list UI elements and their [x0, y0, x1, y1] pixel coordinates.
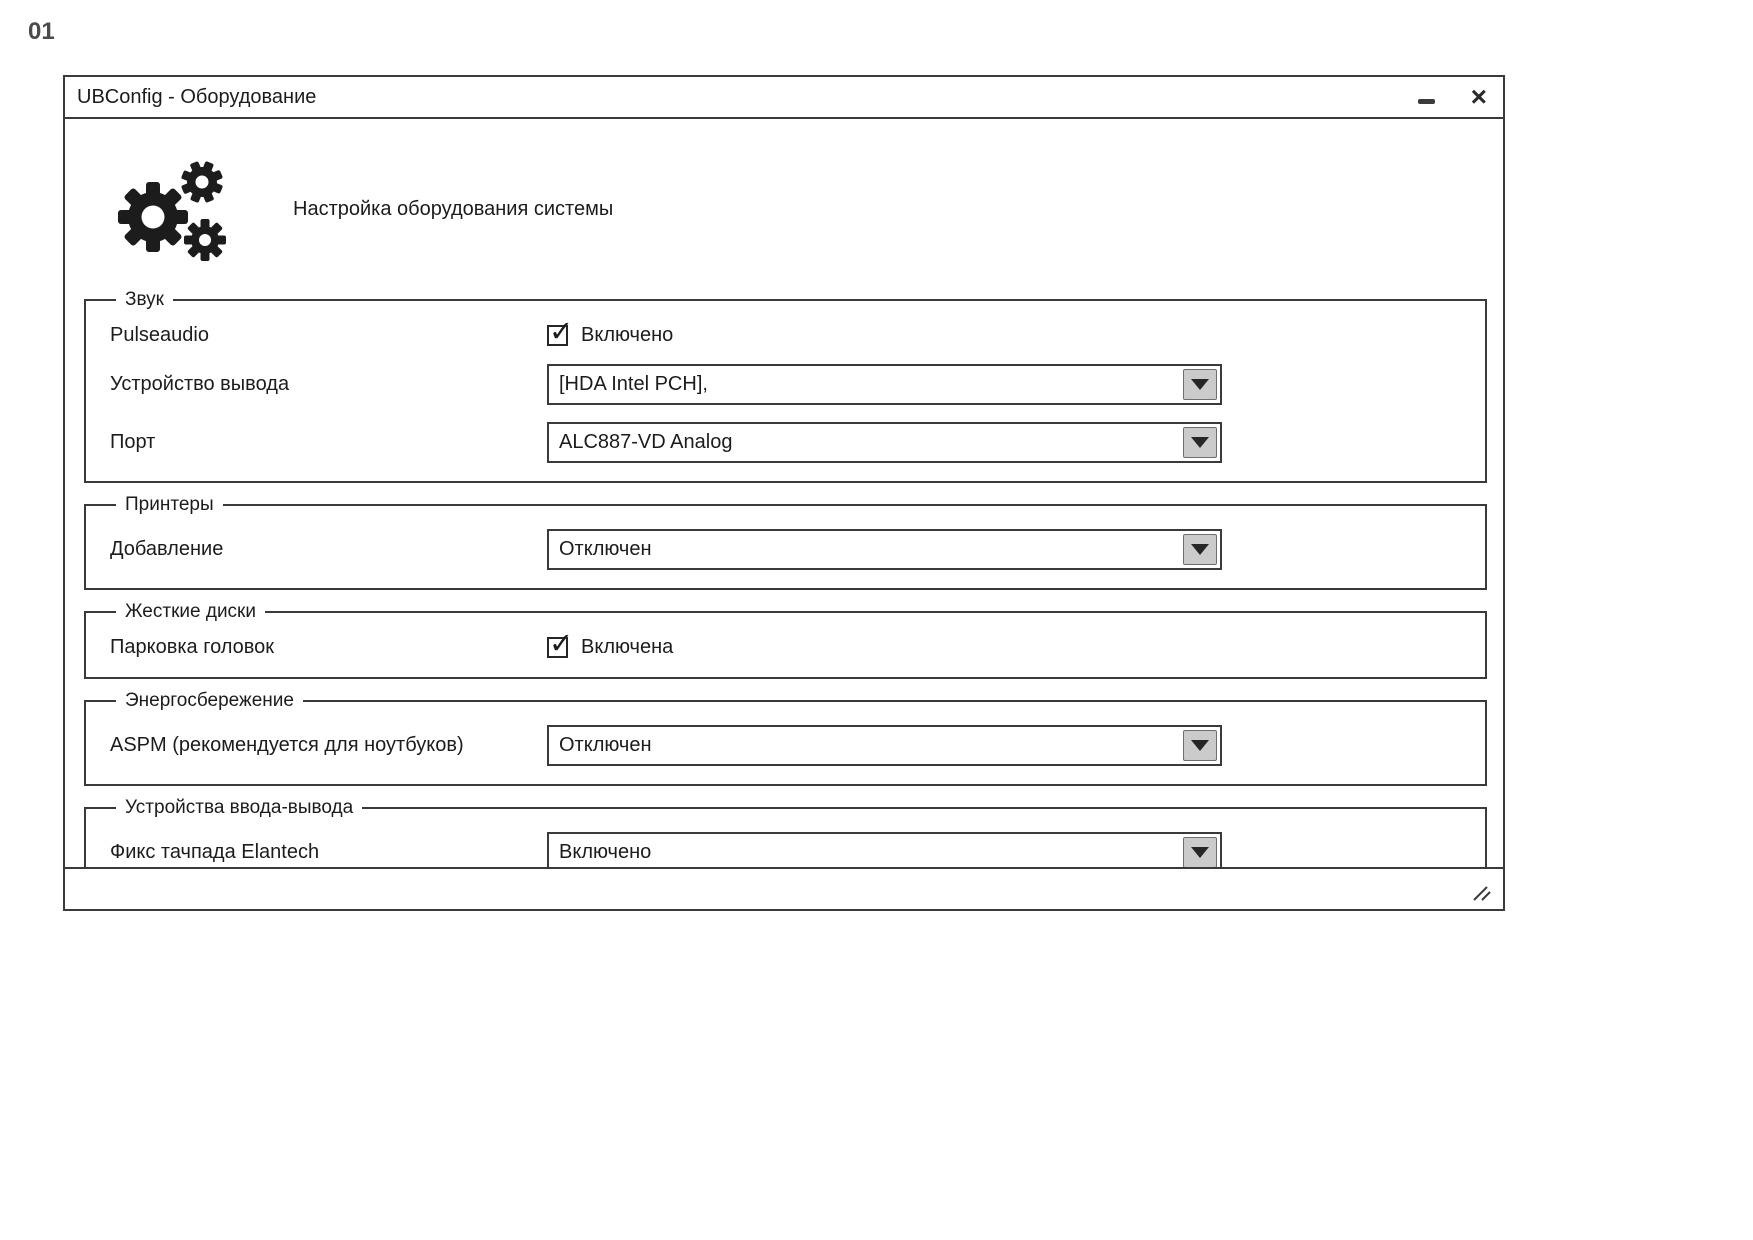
head-parking-row [110, 636, 1461, 659]
aspm-value: Отключен [559, 734, 652, 756]
group-printers-legend: Принтеры [125, 494, 214, 515]
slide-number: 01 [28, 18, 55, 45]
gears-icon [109, 153, 235, 265]
aspm-select[interactable] [547, 725, 1222, 766]
output-device-label: Устройство вывода [110, 373, 290, 395]
app-header [109, 153, 1503, 265]
aspm-row [110, 725, 1461, 766]
printer-adding-row [110, 529, 1461, 570]
resize-grip-icon[interactable] [1471, 884, 1493, 902]
elantech-fix-value: Включено [559, 841, 652, 863]
group-hard-drives [84, 601, 1487, 679]
elantech-fix-dropdown-button[interactable] [1183, 837, 1217, 868]
pulseaudio-row [110, 324, 1461, 347]
caret-down-icon [1191, 544, 1209, 555]
caret-down-icon [1191, 437, 1209, 448]
aspm-dropdown-button[interactable] [1183, 730, 1217, 761]
ubconfig-window [63, 75, 1505, 911]
pulseaudio-checkbox[interactable] [547, 325, 568, 346]
group-io-devices-legend: Устройства ввода-вывода [125, 797, 354, 818]
pulseaudio-label: Pulseaudio [110, 324, 209, 346]
printer-adding-dropdown-button[interactable] [1183, 534, 1217, 565]
status-bar [65, 867, 1503, 909]
port-value: ALC887-VD Analog [559, 431, 733, 453]
title-bar [65, 77, 1503, 119]
caret-down-icon [1191, 740, 1209, 751]
head-parking-checkbox[interactable] [547, 637, 568, 658]
port-label: Порт [110, 431, 156, 453]
elantech-fix-label: Фикс тачпада Elantech [110, 841, 320, 863]
port-select[interactable] [547, 422, 1222, 463]
printer-adding-value: Отключен [559, 538, 652, 560]
caret-down-icon [1191, 847, 1209, 858]
output-device-row [110, 364, 1461, 405]
output-device-select[interactable] [547, 364, 1222, 405]
caret-down-icon [1191, 379, 1209, 390]
minimize-icon[interactable] [1418, 99, 1435, 104]
port-dropdown-button[interactable] [1183, 427, 1217, 458]
head-parking-label: Парковка головок [110, 636, 275, 658]
group-power-saving-legend: Энергосбережение [125, 690, 294, 711]
group-printers [84, 494, 1487, 590]
output-device-value: [HDA Intel PCH], [559, 373, 708, 395]
group-sound [84, 289, 1487, 483]
pulseaudio-state-label: Включено [581, 324, 674, 346]
output-device-dropdown-button[interactable] [1183, 369, 1217, 400]
close-icon[interactable]: × [1470, 81, 1487, 112]
printer-adding-select[interactable] [547, 529, 1222, 570]
group-sound-legend: Звук [125, 289, 164, 310]
group-hard-drives-legend: Жесткие диски [125, 601, 256, 622]
port-row [110, 422, 1461, 463]
group-power-saving [84, 690, 1487, 786]
header-caption: Настройка оборудования системы [293, 197, 614, 220]
printer-adding-label: Добавление [110, 538, 224, 560]
head-parking-state-label: Включена [581, 636, 674, 658]
window-title: UBConfig - Оборудование [77, 85, 317, 108]
aspm-label: ASPM (рекомендуется для ноутбуков) [110, 734, 464, 756]
